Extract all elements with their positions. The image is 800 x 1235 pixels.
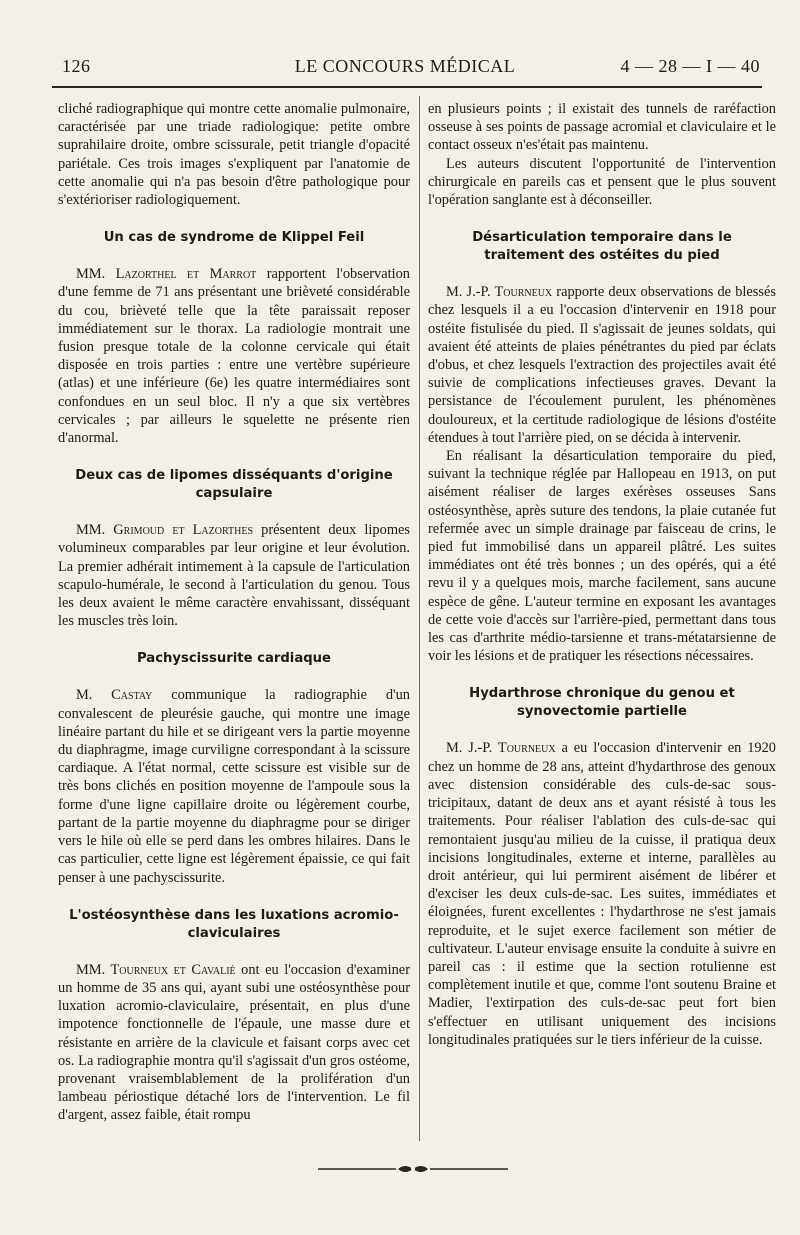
author-names: MM. Lazorthel et Marrot xyxy=(76,266,257,283)
tail-piece-ornament-icon xyxy=(318,1163,508,1175)
header-rule xyxy=(52,86,762,88)
paragraph-lipomes xyxy=(58,521,410,630)
section-title-lipomes: Deux cas de lipomes disséquants d'origine capsulaire xyxy=(75,468,393,502)
paragraph-hydarthrose xyxy=(428,739,776,1048)
running-header xyxy=(50,56,760,86)
author-names: M. J.-P. Tourneux xyxy=(446,284,553,301)
section-title-osteosynthese: L'ostéosynthèse dans les luxations acromio-claviculaires xyxy=(69,907,399,941)
continued-paragraph: en plusieurs points ; il existait des tunnels de raréfaction osseuse à ses points de passage acromial et claviculaire et le contact osseux n'es'était pas maintenu. xyxy=(428,101,776,154)
section-title-hydarthrose: Hydarthrose chronique du genou et synovectomie partielle xyxy=(469,686,735,720)
author-names: MM. Tourneux et Cavalié xyxy=(76,961,236,978)
paragraph-klippel-feil xyxy=(58,265,410,447)
section-title-klippel-feil: Un cas de syndrome de Klippel Feil xyxy=(103,230,365,246)
paragraph-discussion: Les auteurs discutent l'opportunité de l'intervention chirurgicale en pareils cas et pensent que le plus souvent l'opération sanglante est à déconseiller. xyxy=(428,155,776,209)
author-names: M. J.-P. Tourneux xyxy=(446,740,556,757)
paragraph-pachyscissurite xyxy=(58,686,410,886)
paragraph-desarticulation xyxy=(428,283,776,447)
author-names: M. Castay xyxy=(76,687,153,704)
journal-title: LE CONCOURS MÉDICAL xyxy=(294,56,516,76)
issue-date: 4 — 28 — I — 40 xyxy=(620,56,760,76)
paragraph-text: communique la radiographie d'un convalescent de pleurésie gauche, qui montre une image linéaire partant du hile et se dirigeant vers la partie moyenne du diaphragme, image curviligne correspondant à la scissure cardiaque. A l'état normal, cette scissure est visible sur de très bons clichés en position moyenne de l'ampoule sous la forme d'une ligne capillaire droite ou légèrement courbe, partant de la partie moyenne du diaphragme pour se diriger vers le hile où elle se perd dans les ombres hilaires. Dans le cas particulier, cette ligne est légèrement épaissie, ce qui fait penser à une pachyscissurite. xyxy=(58,687,410,886)
section-title-pachyscissurite: Pachyscissurite cardiaque xyxy=(136,651,331,667)
right-column xyxy=(428,100,776,1049)
left-column xyxy=(58,100,410,1125)
paragraph-desarticulation-2: En réalisant la désarticulation temporaire du pied, suivant la technique réglée par Hallopeau en 1913, on put aisément réaliser de larges exérèses osseuses Sans ostéosynthèse, après suture des tendons, la plaie cutanée fut refermée avec un simple drainage par faisceau de crins, le pied fut immobilisé dans un appareil plâtré. Les suites immédiates ont été très bonnes ; un des opérés, qui a été revu il y a quelques mois, marche facilement, sans aucune espèce de gêne. L'auteur termine en exposant les avantages de cette voie d'accès sur l'arrière-pied, permettant dans tous les cas d'arthrite médio-tarsienne et trans-métatarsienne de voir les lésions et de pratiquer les résections nécessaires. xyxy=(428,448,776,665)
paragraph-text: a eu l'occasion d'intervenir en 1920 chez un homme de 28 ans, atteint d'hydarthrose des genoux avec distension considérable des culs-de-sac sous-tricipitaux, datant de deux ans et ayant résisté à tous les traitements. Pour réaliser l'ablation des culs-de-sac qui remontaient jusqu'au milieu de la cuisse, il pratiqua deux incisions longitudinales, externe et interne, parallèles au droit antérieur, qui lui permirent aisément de libérer et d'exciser les deux culs-de-sac. Les suites, immédiates et éloignées, furent excellentes : l'hydarthrose ne s'est jamais reproduite, et le sujet exerce facilement son métier de cultivateur. L'auteur envisage ensuite la conduite à suivre en pareil cas : il estime que la section rotulienne est complètement inutile et que, comme l'ont soutenu Braine et Madier, l'extirpation des culs-de-sac peut fort bien s'effectuer en utilisant uniquement des incisions longitudinales pratiquées sur le tiers inférieur de la cuisse. xyxy=(428,740,776,1048)
paragraph-osteosynthese xyxy=(58,961,410,1125)
section-title-desarticulation: Désarticulation temporaire dans le traitement des ostéites du pied xyxy=(472,230,732,264)
author-names: MM. Grimoud et Lazorthes xyxy=(76,522,254,539)
paragraph-text: ont eu l'occasion d'examiner un homme de 35 ans qui, ayant subi une ostéosynthèse pour luxation acromio-claviculaire, présentait, en plus d'une impotence fonctionnelle de l'épaule, une masse dure et résistante en arrière de la clavicule et faisant corps avec cet os. La radiographie montra qu'il s'agissait d'un gros ostéome, provenant vraisemblablement de la prolifération d'un lambeau périostique détaché lors de l'intervention. Le fil d'argent, assez faible, était rompu xyxy=(58,961,410,1124)
paragraph-text: rapporte deux observations de blessés chez lesquels il a eu l'occasion d'intervenir en 1918 pour ostéite fistulisée du pied. Il s'agissait de jeunes soldats, qui avaient été atteints de plaies pénétrantes du pied par éclats d'obus, et chez lesquels l'extraction des projectiles avait été suivie de complications infectieuses graves. Devant la persistance de l'écoulement purulent, les phénomènes douloureux, et la certitude radiologique de lésions d'ostéite étendues à tout l'arrière pied, on se décida à intervenir. xyxy=(428,284,776,446)
paragraph-text: présentent deux lipomes volumineux comparables par leur origine et leur évolution. La premier adhérait intimement à la capsule de l'articulation scapulo-humérale, le second à l'articulation du genou. Tous les deux avaient le même caractère envahissant, disséquant les muscles très loin. xyxy=(58,522,410,630)
column-divider xyxy=(419,96,420,1141)
page-number: 126 xyxy=(62,56,91,76)
paragraph-text: rapportent l'observation d'une femme de 71 ans présentant une brièveté considérable du cou, brièveté telle que la tête paraissait reposer immédiatement sur le thorax. La radiologie montrait une fusion presque totale de la colonne cervicale qui était disposée en trois parties : entre une vertèbre supérieure (atlas) et une inférieure (6e) les quatre intermédiaires sont confondues en un seul bloc. Il n'y a que six vertèbres cervicales ; par ailleurs le squelette ne présente rien d'anormal. xyxy=(58,266,410,447)
continued-paragraph: cliché radiographique qui montre cette anomalie pulmonaire, caractérisée par une triade radiologique: petite ombre suprahilaire droite, ombre scissurale, petit triangle d'opacité pariétale. Ces trois images s'expliquent par l'anatomie de cette anomalie qui n'a pas besoin d'être pathologique pour s'extérioriser radiologiquement. xyxy=(58,101,410,209)
